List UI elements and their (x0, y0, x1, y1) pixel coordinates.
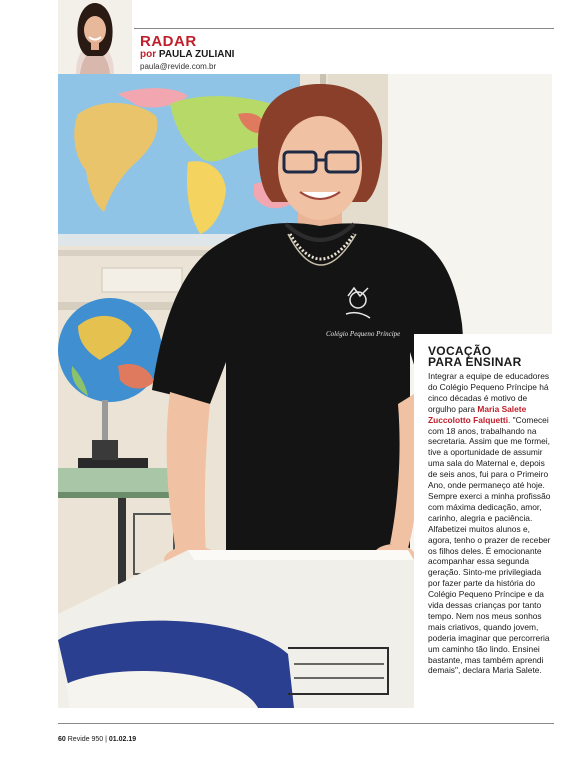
byline-prefix: por (140, 49, 157, 60)
article-body (428, 371, 555, 676)
author-portrait (58, 0, 132, 74)
body-intro: Integrar a equipe de educadores do Colégio Pequeno Príncipe há cinco décadas é motivo de orgulho para (428, 371, 550, 414)
teacher-name: Maria Salete Zuccolotto Falquetti (428, 403, 527, 425)
magazine-name: Revide 950 (67, 736, 104, 743)
section-title: RADAR (140, 33, 197, 50)
header-rule (134, 28, 554, 29)
author-photo (58, 0, 132, 74)
author-name: PAULA ZULIANI (158, 49, 235, 60)
shirt-logo-text: Colégio Pequeno Príncipe (326, 330, 401, 338)
heading-line-1: VOCAÇÃO (428, 344, 492, 358)
byline (140, 49, 234, 60)
page-number: 60 (58, 736, 66, 743)
page-footer (58, 736, 136, 743)
article-heading (428, 346, 548, 368)
issue-date: 01.02.19 (108, 736, 137, 743)
footer-rule (58, 723, 554, 724)
heading-line-2: PARA ENSINAR (428, 355, 522, 369)
footer-separator: | (105, 736, 107, 743)
author-email: paula@revide.com.br (140, 62, 217, 71)
body-quote: . "Comecei com 18 anos, trabalhando na secretaria. Assim que me formei, tive a oportunidade de assumir uma sala do Maternal e, depois de seis anos, fui para o Primeiro Ano, onde permaneço até hoje. Sempre exerci a minha profissão com máxima dedicação, amor, carinho, alegria e paciência. Alfabetizei muitos alunos e, agora, tenho o prazer de receber os filhos deles. É emocionante acompanhar essa segunda geração. Sinto-me privilegiada por fazer parte da história do Colégio Pequeno Príncipe e da vida dessas crianças por tanto tempo. Nem nos meus sonhos mais criativos, quando jovem, poderia imaginar que percorreria um caminho tão lindo. Ensinei bastante, mas também aprendi demais", declara Maria Salete. (428, 414, 551, 676)
